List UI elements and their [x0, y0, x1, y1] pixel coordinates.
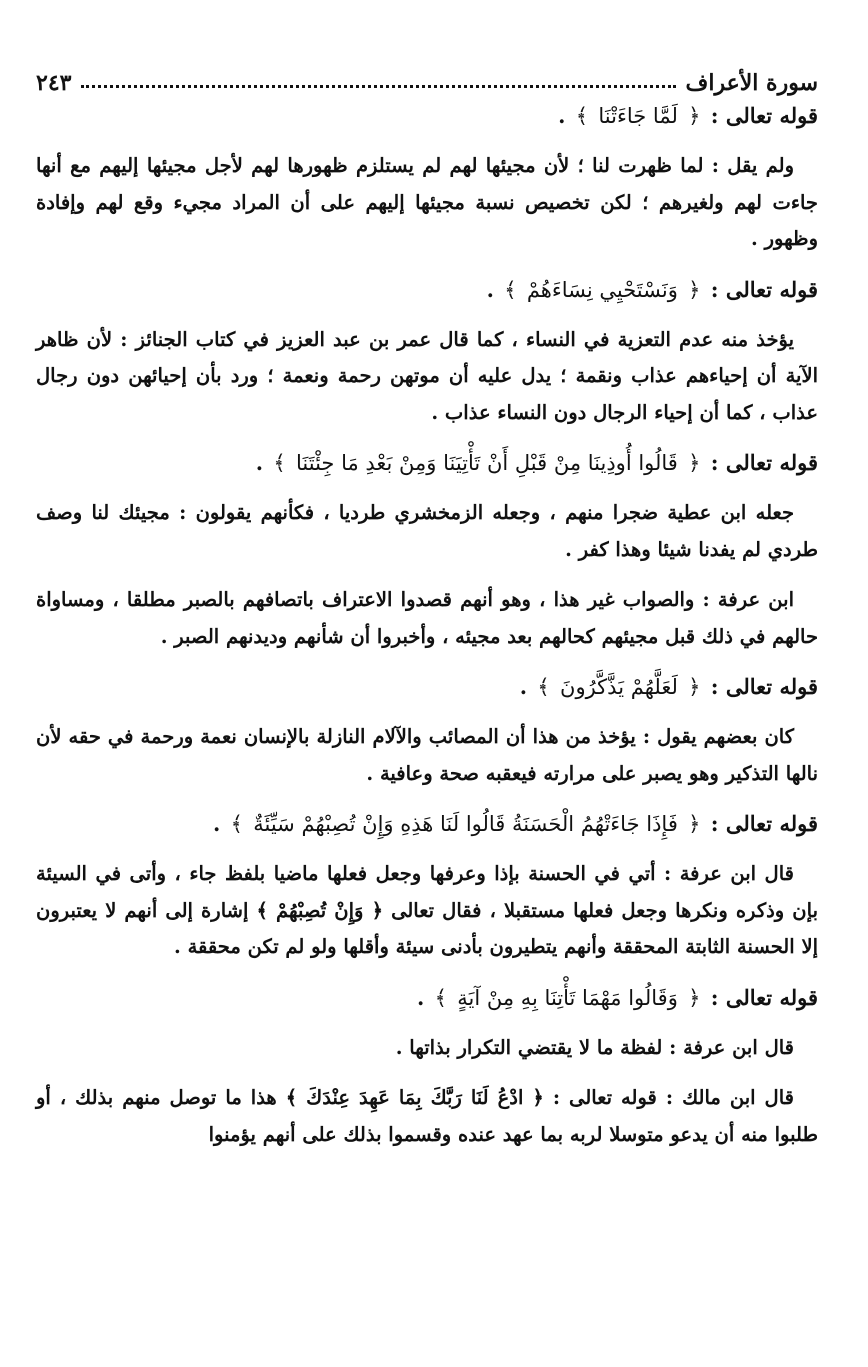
verse-heading-label: قوله تعالى : — [710, 984, 818, 1010]
verse-heading-period: . — [486, 276, 494, 302]
verse-heading — [36, 669, 818, 705]
commentary-paragraph: جعله ابن عطية ضجرا منهم ، وجعله الزمخشري طرديا ، فكأنهم يقولون : مجيئك لنا وصف طردي لم يفدنا شيئا وهذا كفر . — [36, 501, 818, 561]
bracket-close: ﴾ — [575, 104, 589, 128]
bracket-close: ﴾ — [273, 451, 286, 475]
verse-heading — [36, 806, 818, 842]
verse-heading — [36, 980, 818, 1016]
quranic-verse: فَإِذَا جَاءَتْهُمُ الْحَسَنَةُ قَالُوا لَنَا هَذِهِ وَإِنْ تُصِبْهُمْ سَيِّئَةٌ — [253, 812, 678, 836]
quranic-verse: لَمَّا جَاءَتْنَا — [598, 104, 678, 128]
header-dotted-rule — [81, 85, 675, 88]
bracket-close: ﴾ — [504, 277, 517, 302]
verse-heading-label: قوله تعالى : — [710, 103, 818, 128]
bracket-open: ﴿ — [688, 675, 701, 699]
quranic-verse: وَقَالُوا مَهْمَا تَأْتِنَا بِهِ مِنْ آيَةٍ — [457, 985, 678, 1010]
commentary-paragraph: يؤخذ منه عدم التعزية في النساء ، كما قال عمر بن عبد العزيز في كتاب الجنائز : لأن ظاهر الآية أن إحياءهم عذاب ونقمة ؛ يدل عليه أن موتهن رحمة ونعمة ؛ ورد بأن إحيائهن دون رجال عذاب ، كما أن إحياء الرجال دون النساء عذاب . — [36, 327, 818, 424]
verse-heading-label: قوله تعالى : — [710, 276, 818, 302]
page-header — [36, 58, 818, 94]
commentary-paragraph: قال ابن عرفة : لفظة ما لا يقتضي التكرار بذاتها . — [395, 1035, 794, 1059]
bracket-open: ﴿ — [688, 812, 701, 836]
surah-title: سورة الأعراف — [685, 70, 818, 96]
verse-heading — [36, 98, 818, 134]
bracket-close: ﴾ — [537, 675, 550, 699]
bracket-close: ﴾ — [230, 812, 243, 836]
bracket-open: ﴿ — [688, 277, 701, 302]
commentary-paragraph: قال ابن مالك : قوله تعالى : ﴿ ادْعُ لَنَا رَبَّكَ بِمَا عَهِدَ عِنْدَكَ ﴾ هذا ما توصل منهم بذلك ، أو طلبوا منه أن يدعو متوسلا لربه بما عهد عنده وقسموا بذلك على أنهم يؤمنوا — [36, 1086, 818, 1146]
verse-heading-label: قوله تعالى : — [710, 674, 818, 699]
verse-heading-period: . — [212, 811, 221, 836]
verse-heading-period: . — [558, 103, 566, 128]
verse-heading-period: . — [417, 984, 425, 1010]
verse-heading — [36, 445, 818, 481]
commentary-paragraph: ولم يقل : لما ظهرت لنا ؛ لأن مجيئها لهم لم يستلزم ظهورها لهم لأجل مجيئها إليهم مع أنها جاءت لهم ولغيرهم ؛ لكن تخصيص نسبة مجيئها إليهم على أن المراد مجيء وقع لهم وإفادة وظهور . — [36, 154, 818, 250]
quranic-verse: لَعَلَّهُمْ يَذَّكَّرُونَ — [560, 675, 678, 699]
verse-heading-period: . — [255, 450, 264, 475]
commentary-paragraph: كان بعضهم يقول : يؤخذ من هذا أن المصائب والآلام النازلة بالإنسان نعمة ورحمة في حقه لأن نالها التذكير وهو يصبر على مرارته فيعقبه صحة وعافية . — [36, 725, 818, 785]
verse-heading-period: . — [519, 674, 528, 699]
bracket-close: ﴾ — [434, 985, 447, 1010]
commentary-paragraph: قال ابن عرفة : أتي في الحسنة بإذا وعرفها وجعل فعلها ماضيا بلفظ جاء ، وأتى في السيئة بإن وذكره ونكرها وجعل فعلها مستقبلا ، فقال تعالى ﴿ وَإِنْ تُصِبْهُمْ ﴾ إشارة إلى أنهم لا يعتبرون إلا الحسنة الثابتة المحققة وأنهم يتطيرون بأدنى سيئة وأقلها ولو لم تكن محققة . — [36, 862, 818, 958]
bracket-open: ﴿ — [688, 451, 701, 475]
commentary-paragraph: ابن عرفة : والصواب غير هذا ، وهو أنهم قصدوا الاعتراف باتصافهم بالصبر مطلقا ، ومساواة حالهم في ذلك قبل مجيئهم كحالهم بعد مجيئه ، وأخبروا أن شأنهم وديدنهم الصبر . — [36, 588, 818, 648]
bracket-open: ﴿ — [688, 985, 701, 1010]
verse-heading-label: قوله تعالى : — [710, 450, 818, 475]
page-content — [36, 98, 818, 1153]
quranic-verse: وَنَسْتَحْيِي نِسَاءَهُمْ — [526, 277, 678, 302]
verse-heading — [36, 272, 818, 308]
verse-heading-label: قوله تعالى : — [710, 811, 818, 836]
bracket-open: ﴿ — [688, 104, 701, 128]
quranic-verse: قَالُوا أُوذِينَا مِنْ قَبْلِ أَنْ تَأْتِيَنَا وَمِنْ بَعْدِ مَا جِئْتَنَا — [296, 451, 678, 475]
page-number: ٢٤٣ — [36, 70, 72, 96]
